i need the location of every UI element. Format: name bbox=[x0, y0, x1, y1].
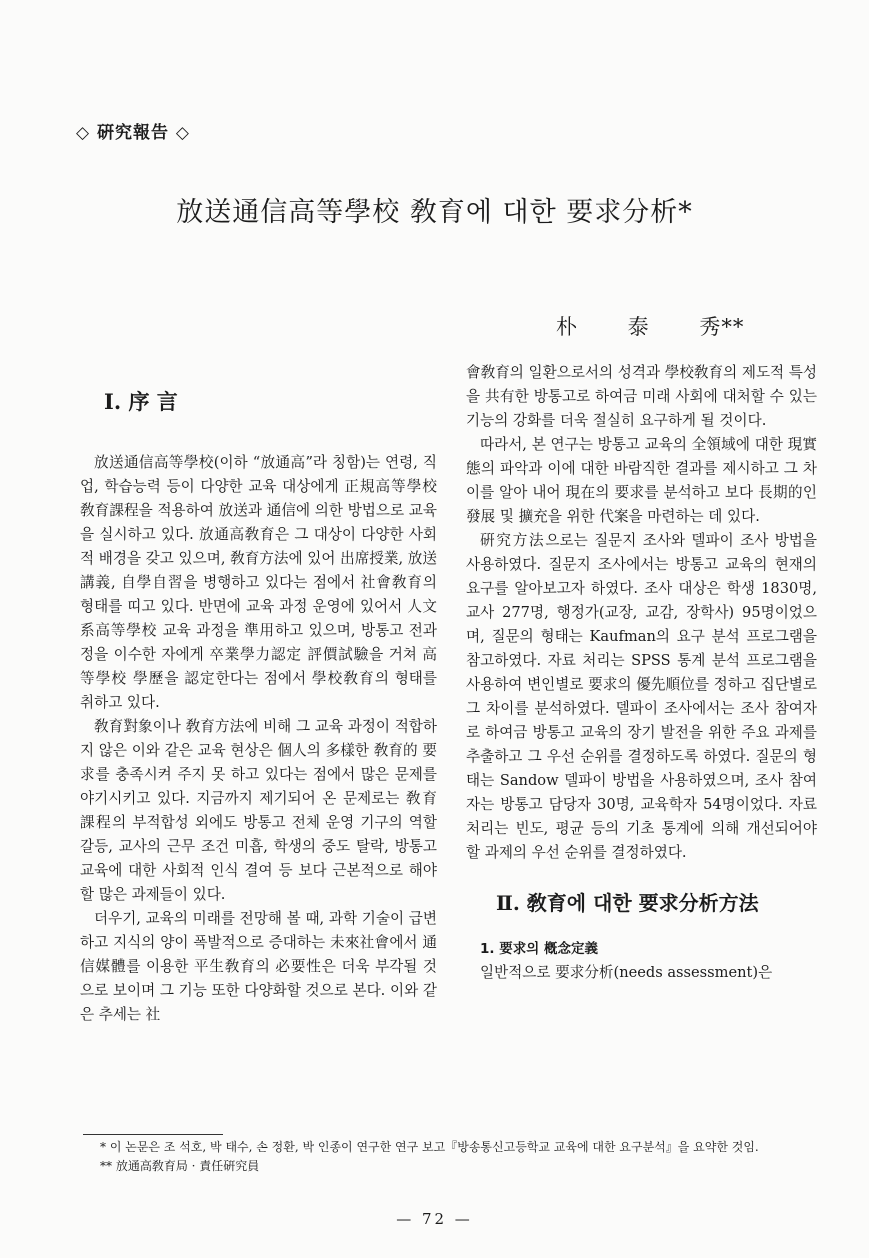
body-paragraph: 따라서, 본 연구는 방통고 교육의 全領域에 대한 現實態의 파악과 이에 대한 바람직한 결과를 제시하고 그 차이를 알아 내어 現在의 要求를 분석하고 보다 長期的인 發展 및 擴充을 위한 代案을 마련하는 데 있다. bbox=[466, 436, 817, 525]
footnote: * 이 논문은 조 석호, 박 태수, 손 정환, 박 인종이 연구한 연구 보고『방송통신고등학교 교육에 대한 요구분석』을 요약한 것임. bbox=[100, 1140, 759, 1154]
left-column bbox=[80, 388, 437, 1027]
body-paragraph: 敎育對象이나 敎育方法에 비해 그 교육 과정이 적합하지 않은 이와 같은 교육 현상은 個人의 多樣한 敎育的 要求를 충족시켜 주지 못 하고 있다는 점에서 많은 문제를 야기시키고 있다. 지금까지 제기되어 온 문제로는 敎育課程의 부적합성 외에도 방통고 전체 운영 기구의 역할 갈등, 교사의 근무 조건 미흡, 학생의 중도 탈락, 방통고 교육에 대한 사회적 인식 결여 등 보다 근본적으로 해야 할 많은 과제들이 있다. bbox=[80, 718, 437, 903]
footnote-rule bbox=[83, 1134, 223, 1135]
author-name: 朴 泰 秀** bbox=[556, 315, 745, 339]
page-number: — 72 — bbox=[396, 1210, 473, 1228]
section-heading-introduction: Ⅰ. 序 言 bbox=[104, 389, 178, 414]
subsection-heading: 1. 要求의 槪念定義 bbox=[480, 941, 598, 957]
body-paragraph: 더우기, 교육의 미래를 전망해 볼 때, 과학 기술이 급변하고 지식의 양이 폭발적으로 증대하는 未來社會에서 通信媒體를 이용한 平生敎育의 必要性은 더욱 부각될 것으로 보이며 그 기능 또한 다양화할 것으로 본다. 이와 같은 추세는 社 bbox=[80, 910, 437, 1023]
body-paragraph: 일반적으로 要求分析(needs assessment)은 bbox=[480, 964, 773, 981]
footnotes bbox=[92, 1138, 820, 1176]
body-paragraph: 硏究方法으로는 질문지 조사와 델파이 조사 방법을 사용하였다. 질문지 조사에서는 방통고 교육의 현재의 요구를 알아보고자 하였다. 조사 대상은 학생 1830명, 교사 277명, 행정가(교장, 교감, 장학사) 95명이었으며, 질문의 형태는 Kaufman의 요구 분석 프로그램을 참고하였다. 자료 처리는 SPSS 통계 분석 프로그램을 사용하여 변인별로 要求의 優先順位를 정하고 집단별로 그 차이를 분석하였다. 델파이 조사에서는 조사 참여자로 하여금 방통고 교육의 장기 발전을 위한 주요 과제를 추출하고 그 우선 순위를 결정하도록 하였다. 질문의 형태는 Sandow 델파이 방법을 사용하였으며, 조사 참여자는 방통고 담당자 30명, 교육학자 54명이었다. 자료 처리는 빈도, 평균 등의 기초 통계에 의해 개선되어야 할 과제의 우선 순위를 결정하였다. bbox=[466, 532, 817, 861]
section-tag: ◇ 硏究報告 ◇ bbox=[76, 123, 190, 143]
article-title: 放送通信高等學校 敎育에 대한 要求分析* bbox=[176, 197, 693, 228]
footnote: ** 放通高敎育局 · 責任硏究員 bbox=[100, 1159, 260, 1173]
right-column bbox=[466, 361, 817, 985]
body-paragraph: 放送通信高等學校(이하 “放通高”라 칭함)는 연령, 직업, 학습능력 등이 다양한 교육 대상에게 正規高等學校 敎育課程을 적용하여 放送과 通信에 의한 방법으로 교육을 실시하고 있다. 放通高敎育은 그 대상이 다양한 사회적 배경을 갖고 있으며, 敎育方法에 있어 出席授業, 放送講義, 自學自習을 병행하고 있다는 점에서 社會敎育의 형태를 띠고 있다. 반면에 교육 과정 운영에 있어서 人文系高等學校 교육 과정을 準用하고 있으며, 방통고 전과정을 이수한 자에게 卒業學力認定 評價試驗을 거쳐 高等學校 學歷을 認定한다는 점에서 學校敎育의 형태를 취하고 있다. bbox=[80, 454, 437, 711]
body-paragraph: 會敎育의 일환으로서의 성격과 學校敎育의 제도적 특성을 共有한 방통고로 하여금 미래 사회에 대처할 수 있는 기능의 강화를 더욱 절실히 요구하게 될 것이다. bbox=[466, 364, 817, 429]
section-heading-methods: Ⅱ. 敎育에 대한 要求分析方法 bbox=[496, 891, 759, 915]
